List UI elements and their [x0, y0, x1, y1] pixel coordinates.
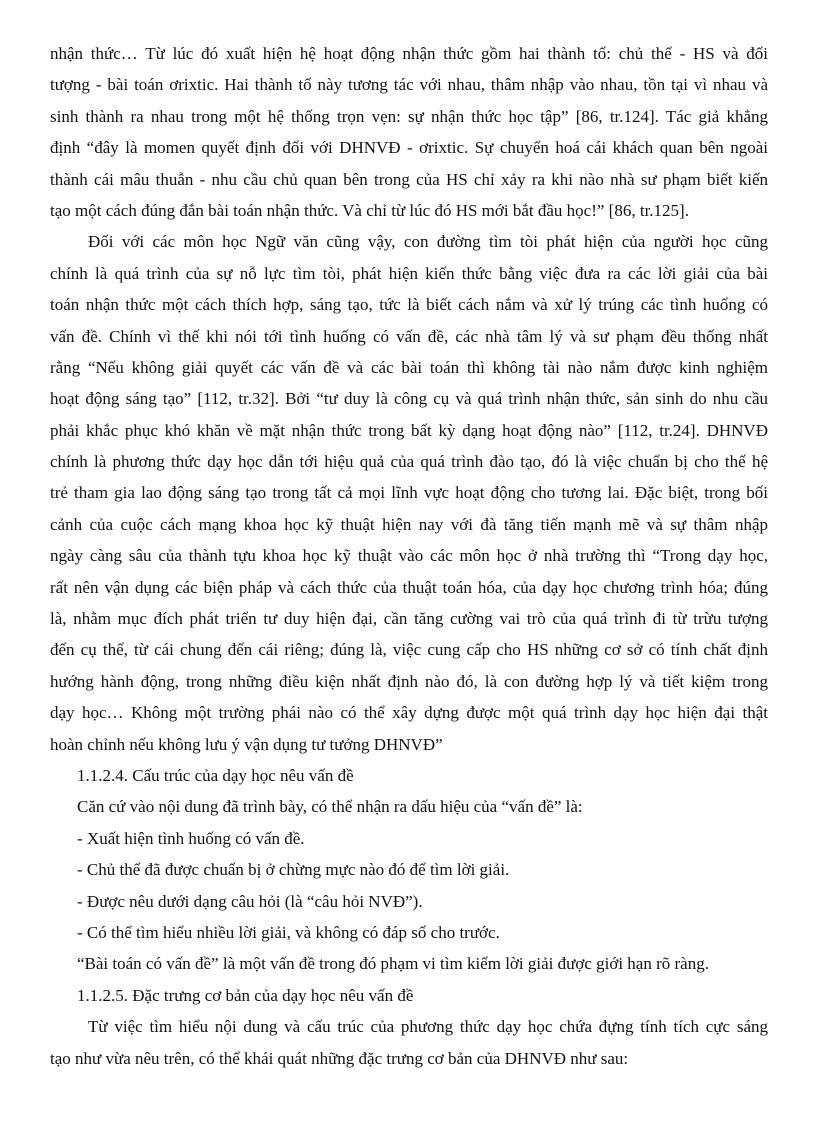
- text-line: - Xuất hiện tình huống có vấn đề.: [77, 828, 305, 848]
- text-line: định “đây là momen quyết định đối với DHNVĐ - ơrixtic. Sự chuyển hoá cái khách quan bên ngoài: [50, 138, 768, 158]
- text-line: tạo một cách đúng đắn bài toán nhận thức. Và chỉ từ lúc đó HS mới bắt đầu học!” [86, tr.125].: [50, 200, 689, 220]
- text-line: phải khắc phục khó khăn về mặt nhận thức trong bất kỳ dạng hoạt động nào” [112, tr.24]. DHNVĐ: [50, 420, 768, 440]
- text-line: - Chủ thể đã được chuẩn bị ở chừng mực nào đó để tìm lời giải.: [77, 860, 510, 880]
- text-line: Đối với các môn học Ngữ văn cũng vậy, con đường tìm tòi phát hiện của người học cũng: [88, 232, 768, 252]
- paragraph-dac-trung: [50, 1011, 768, 1074]
- text-line: nhận thức… Từ lúc đó xuất hiện hệ hoạt động nhận thức gồm hai thành tố: chủ thể - HS và đối: [50, 44, 768, 63]
- text-line: toán nhận thức một cách thích hợp, sáng tạo, tức là biết cách nắm và xử lý trúng các tình huống có: [50, 295, 768, 315]
- paragraph-ngu-van: [50, 226, 768, 760]
- text-line: Căn cứ vào nội dung đã trình bày, có thể nhận ra dấu hiệu của “vấn đề” là:: [77, 797, 583, 817]
- bullet-4: [50, 917, 768, 948]
- text-line: là, nhằm mục đích phát triển tư duy hiện đại, cần tăng cường vai trò của quá trình đi từ trừu tượng: [50, 609, 768, 629]
- text-line: đến cụ thể, từ cái chung đến cái riêng; đúng là, việc cung cấp cho HS những cơ sở có tính chất định: [50, 640, 768, 660]
- bullet-3: [50, 886, 768, 917]
- text-line: ngày càng sâu của thành tựu khoa học kỹ thuật vào các môn học ở nhà trường thì “Trong dạy học,: [50, 546, 768, 566]
- text-line: tượng - bài toán ơrixtic. Hai thành tố này tương tác với nhau, thâm nhập vào nhau, tồn tại vì nhau và: [50, 75, 768, 95]
- text-line: vấn đề. Chính vì thế khi nói tới tình huống có vấn đề, các nhà tâm lý và sư phạm đều thống nhất: [50, 326, 768, 346]
- text-line: chính là quá trình của sự nỗ lực tìm tòi, phát hiện kiến thức bằng việc đưa ra các lời giải của bài: [50, 263, 768, 283]
- heading-1-1-2-5: [50, 980, 768, 1011]
- text-line: cảnh của cuộc cách mạng khoa học kỹ thuật hiện nay với đà tăng tiến mạnh mẽ và sự thâm nhập: [50, 514, 768, 534]
- text-line: rằng “Nếu không giải quyết các vấn đề và các bài toán thì không tài nào nắm được kinh nghiệm: [50, 357, 768, 377]
- bullet-2: [50, 854, 768, 885]
- text-line: 1.1.2.4. Cấu trúc của dạy học nêu vấn đề: [77, 765, 354, 785]
- text-line: Từ việc tìm hiểu nội dung và cấu trúc của phương thức dạy học chứa đựng tính tích cực sáng: [88, 1017, 768, 1037]
- text-line: - Có thể tìm hiểu nhiều lời giải, và không có đáp số cho trước.: [77, 922, 500, 942]
- text-line: - Được nêu dưới dạng câu hỏi (là “câu hỏi NVĐ”).: [77, 891, 423, 911]
- text-line: chính là phương thức dạy học dẫn tới hiệu quả của quá trình đào tạo, đó là việc chuẩn bị cho thế hệ: [50, 452, 768, 472]
- text-line: tạo như vừa nêu trên, có thể khái quát những đặc trưng cơ bản của DHNVĐ như sau:: [50, 1048, 629, 1068]
- text-line: “Bài toán có vấn đề” là một vấn đề trong đó phạm vi tìm kiếm lời giải được giới hạn rõ ràng.: [77, 954, 709, 974]
- paragraph-bai-toan: [50, 948, 768, 979]
- text-line: thành cái mâu thuẫn - nhu cầu chủ quan bên trong của HS chỉ xảy ra khi nào nhà sư phạm biết kiến: [50, 169, 768, 189]
- text-line: rất nên vận dụng các biện pháp và cách thức của thuật toán hóa, của dạy học chương trình hóa; đúng: [50, 577, 768, 597]
- text-line: trẻ tham gia lao động sáng tạo trong tất cả mọi lĩnh vực hoạt động cho tương lai. Đặc biệt, trong bối: [50, 483, 768, 503]
- text-line: hoạt động sáng tạo” [112, tr.32]. Bởi “tư duy là công cụ và quá trình nhận thức, sản sinh do nhu cầu: [50, 389, 768, 409]
- document-page: [50, 38, 768, 1074]
- heading-1-1-2-4: [50, 760, 768, 791]
- text-line: hướng hành động, trong những điều kiện nhất định nào đó, là con đường hợp lý và tiết kiệm trong: [50, 671, 768, 691]
- paragraph-dau-hieu: [50, 791, 768, 822]
- text-line: hoàn chỉnh nếu không lưu ý vận dụng tư tưởng DHNVĐ”: [50, 734, 443, 754]
- text-line: dạy học… Không một trường phái nào có thể xây dựng được một quá trình dạy học hiện đại thật: [50, 703, 768, 723]
- paragraph-continuation: [50, 38, 768, 226]
- bullet-1: [50, 823, 768, 854]
- text-line: 1.1.2.5. Đặc trưng cơ bản của dạy học nêu vấn đề: [77, 985, 414, 1005]
- text-line: sinh thành ra nhau trong một hệ thống trọn vẹn: sự nhận thức học tập” [86, tr.124]. Tác giả khẳng: [50, 106, 768, 126]
